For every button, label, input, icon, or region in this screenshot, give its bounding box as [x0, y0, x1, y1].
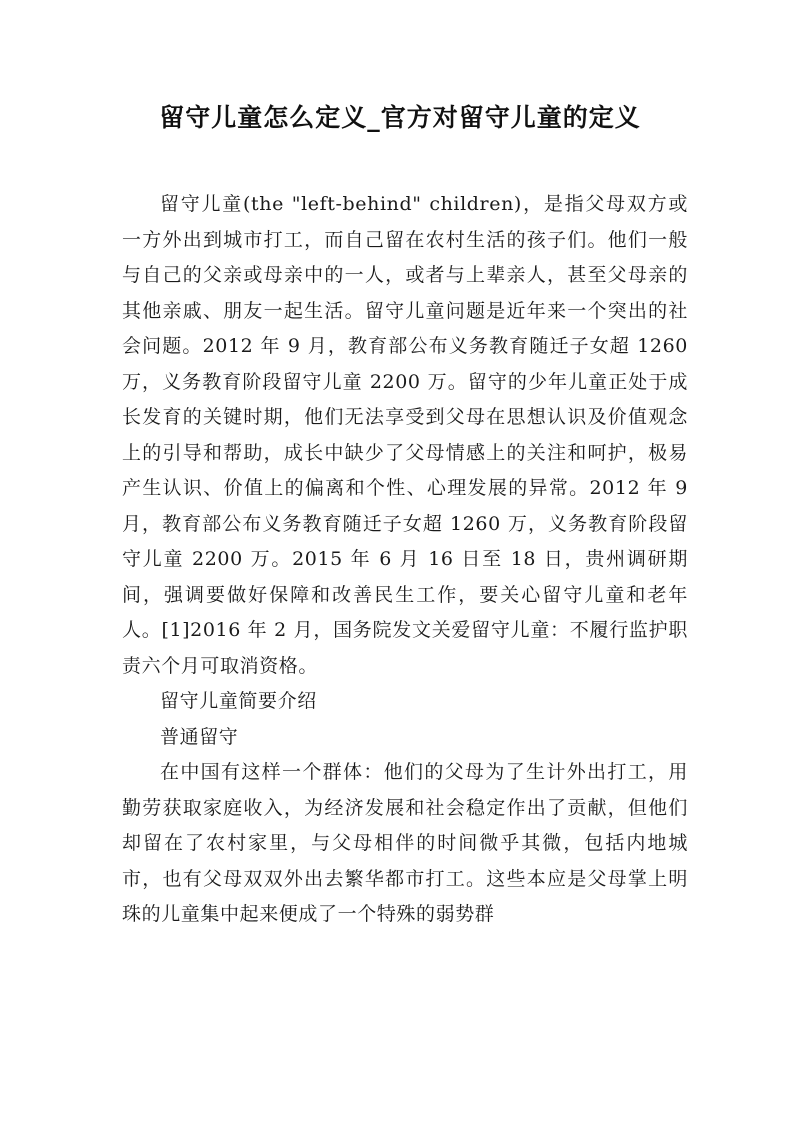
paragraph-subheading: 普通留守 — [160, 725, 239, 748]
paragraph-section-heading: 留守儿童简要介绍 — [160, 690, 317, 712]
paragraph-definition: 留守儿童(the "left-behind" children)，是指父母双方或一方外出到城市打工，而自己留在农村生活的孩子们。他们一般与自己的父亲或母亲中的一人，或者与上辈亲人，甚至父母亲的其他亲戚、朋友一起生活。留守儿童问题是近年来一个突出的社会问题。2012 年 9 月，教育部公布义务教育随迁子女超 1260 万，义务教育阶段留守儿童 2200 万。留守的少年儿童正处于成长发育的关键时期，他们无法享受到父母在思想认识及价值观念上的引导和帮助，成长中缺少了父母情感上的关注和呵护，极易产生认识、价值上的偏离和个性、心理发展的异常。2012 年 9 月，教育部公布义务教育随迁子女超 1260 万，义务教育阶段留守儿童 2200 万。2015 年 6 月 16 日至 18 日，贵州调研期间，强调要做好保障和改善民生工作，要关心留守儿童和老年人。[1]2016 年 2 月，国务院发文关爱留守儿童：不履行监护职责六个月可取消资格。 — [122, 193, 688, 677]
paragraph-description: 在中国有这样一个群体：他们的父母为了生计外出打工，用勤劳获取家庭收入，为经济发展和社会稳定作出了贡献，但他们却留在了农村家里，与父母相伴的时间微乎其微，包括内地城市，也有父母双双外出去繁华都市打工。这些本应是父母掌上明珠的儿童集中起来便成了一个特殊的弱势群 — [122, 761, 688, 925]
document-body — [122, 187, 688, 933]
document-title: 留守儿童怎么定义_官方对留守儿童的定义 — [159, 103, 641, 132]
